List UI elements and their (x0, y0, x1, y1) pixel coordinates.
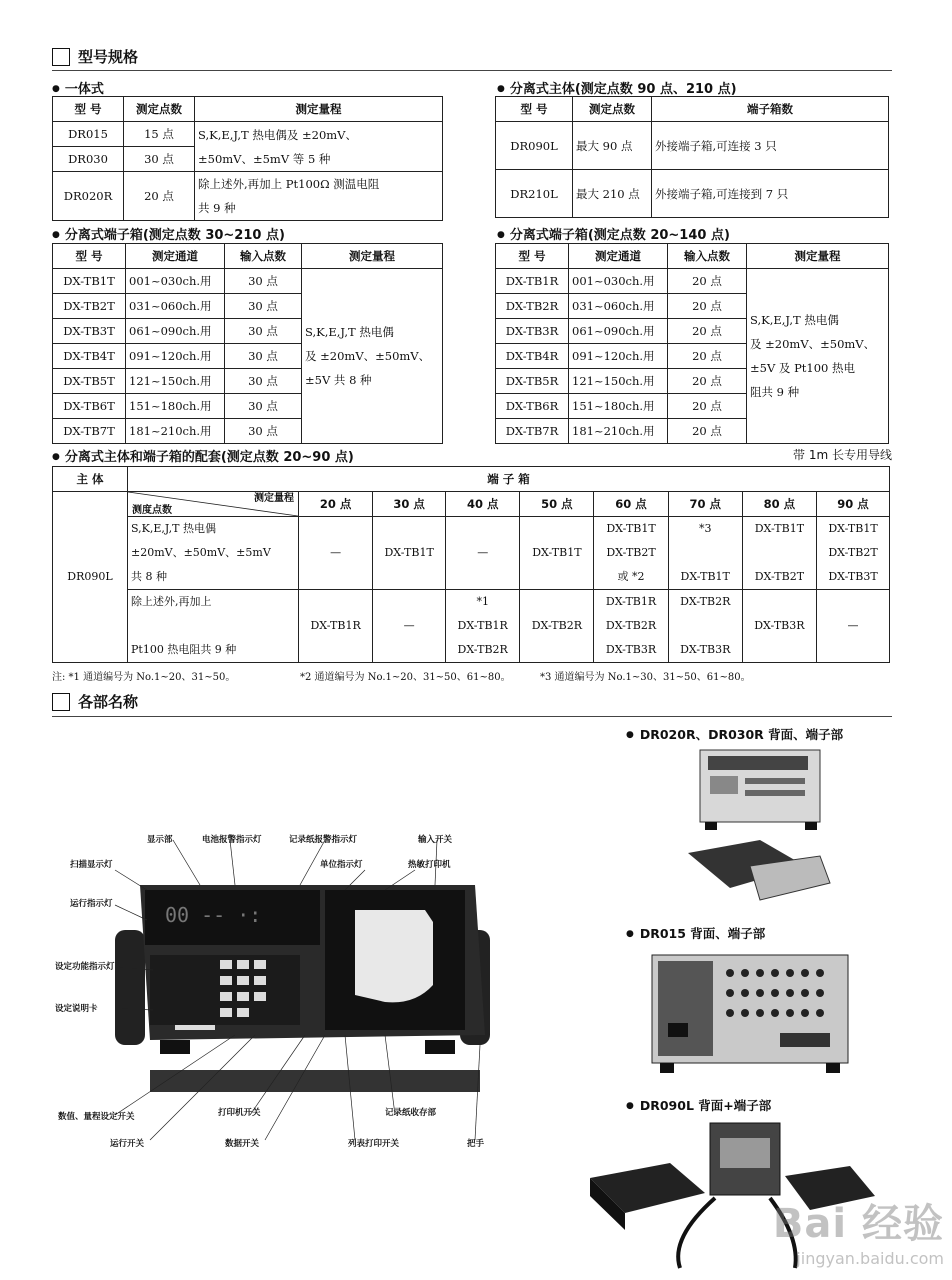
cell-line: DX-TB1R (605, 595, 657, 608)
cell-line: 或 *2 (617, 570, 645, 583)
cell-line: DX-TB2R (680, 595, 731, 608)
unit-foot (705, 822, 717, 830)
handle-left (115, 930, 145, 1045)
th-50: 50 点 (520, 492, 594, 517)
photo-dr015 (650, 953, 850, 1078)
table-cell: 181~210ch.用 (126, 419, 225, 444)
th-range: 测定量程 (747, 244, 889, 269)
unit-foot (826, 1063, 840, 1073)
table-cell: 最大 90 点 (573, 122, 652, 170)
main-panel (720, 1138, 770, 1168)
table-cell: 30 点 (225, 419, 302, 444)
label-input-switch: 输入开关 (418, 835, 453, 845)
table-cell: 15 点 (124, 122, 195, 147)
table-cell: DX-TB3R (496, 319, 569, 344)
th-70: 70 点 (668, 492, 742, 517)
table-cell: DX-TB4R (496, 344, 569, 369)
table-cell: 001~030ch.用 (126, 269, 225, 294)
table-cell (742, 517, 816, 590)
section-title-parts (52, 691, 138, 712)
row2-range (128, 590, 299, 663)
range-line: S,K,E,J,T 热电偶 (131, 522, 216, 535)
row1-range (128, 517, 299, 590)
cell-line: DX-TB3T (828, 570, 878, 583)
cell-line: DX-TB2R (457, 643, 508, 656)
table-cell: DX-TB5T (53, 369, 126, 394)
table-cell: DX-TB1T (373, 517, 446, 590)
table-cell: DX-TB2T (53, 294, 126, 319)
watermark (773, 1192, 944, 1268)
separate-main-heading: ● 分离式主体(测定点数 90 点、210 点) (497, 78, 737, 97)
table-cell (668, 517, 742, 590)
table-cell: DR090L (496, 122, 573, 170)
cell-line: *3 (698, 522, 712, 535)
range-cell (195, 122, 443, 172)
table-cell: 20 点 (668, 369, 747, 394)
unit-port (710, 776, 738, 794)
integrated-table (52, 96, 443, 221)
checkbox-icon (52, 693, 70, 711)
table-cell: 最大 210 点 (573, 170, 652, 218)
table-cell (594, 517, 668, 590)
table-cell (816, 517, 889, 590)
table-cell: DR030 (53, 147, 124, 172)
watermark-sub: jingyan.baidu.com (796, 1249, 944, 1268)
table-cell: DX-TB6R (496, 394, 569, 419)
table-cell: 30 点 (225, 369, 302, 394)
unit-panel (708, 756, 808, 770)
table-cell: 30 点 (124, 147, 195, 172)
range-line: ±20mV、±50mV、±5mV (131, 546, 271, 559)
label-run: 运行指示灯 (70, 899, 113, 909)
table-cell (446, 590, 520, 663)
paper-roll (355, 910, 433, 1002)
photo-caption-3: ● DR090L 背面+端子部 (626, 1096, 771, 1114)
th-model: 型 号 (53, 97, 124, 122)
table-cell: — (816, 590, 889, 663)
unit-foot (805, 822, 817, 830)
table-cell: DX-TB4T (53, 344, 126, 369)
cell-line: DX-TB2T (828, 546, 878, 559)
combo-heading: ● 分离式主体和端子箱的配套(测定点数 20~90 点) (52, 446, 354, 465)
th-terminal: 端 子 箱 (128, 467, 890, 492)
combo-model: DR090L (53, 492, 128, 663)
table-cell: DX-TB7T (53, 419, 126, 444)
cell-line: DX-TB2T (754, 570, 805, 583)
label-run-sw: 运行开关 (110, 1139, 145, 1149)
th-main: 主 体 (53, 467, 128, 492)
table-cell: 30 点 (225, 294, 302, 319)
th-80: 80 点 (742, 492, 816, 517)
table-cell: DX-TB2R (496, 294, 569, 319)
th-model: 型 号 (496, 244, 569, 269)
table-cell (668, 590, 742, 663)
table-cell: — (373, 590, 446, 663)
label-paper-alarm: 记录纸报警指示灯 (289, 835, 358, 845)
th-range: 测定量程 (195, 97, 443, 122)
label-list-print: 列表打印开关 (348, 1139, 400, 1149)
diag-bottom: 测度点数 (132, 505, 172, 516)
table-cell: DX-TB1T (53, 269, 126, 294)
divider (52, 716, 892, 717)
table-cell: 061~090ch.用 (126, 319, 225, 344)
th-range: 测定量程 (302, 244, 443, 269)
table-cell: 061~090ch.用 (569, 319, 668, 344)
cell-line: *1 (476, 595, 489, 608)
table-cell: 20 点 (668, 319, 747, 344)
cell-line: DX-TB3R (680, 643, 731, 656)
range-line: 共 8 种 (131, 570, 167, 583)
range-line: 及 ±20mV、±50mV、 (305, 349, 431, 363)
checkbox-icon (52, 48, 70, 66)
range-line: Pt100 热电阻共 9 种 (131, 643, 237, 656)
table-cell: 20 点 (668, 269, 747, 294)
footnote-2: *2 通道编号为 No.1~20、31~50、61~80。 (300, 672, 511, 683)
table-cell: 20 点 (668, 394, 747, 419)
terminal-t-heading: ● 分离式端子箱(测定点数 30~210 点) (52, 224, 285, 243)
table-cell: 181~210ch.用 (569, 419, 668, 444)
combo-table (52, 466, 890, 663)
cell-line: DX-TB2R (605, 619, 657, 632)
table-cell: DR015 (53, 122, 124, 147)
table-cell: 30 点 (225, 344, 302, 369)
cell-line: DX-TB1T (828, 522, 878, 535)
th-channel: 测定通道 (569, 244, 668, 269)
cell-line: DX-TB3R (605, 643, 657, 656)
cell-line: DX-TB1R (457, 619, 508, 632)
th-points: 输入点数 (668, 244, 747, 269)
separate-main-table (495, 96, 889, 218)
table-cell: 031~060ch.用 (126, 294, 225, 319)
range-line: ±5V 及 Pt100 热电 (750, 361, 856, 375)
terminal-r-table (495, 243, 889, 444)
th-60: 60 点 (594, 492, 668, 517)
table-cell: DX-TB3T (53, 319, 126, 344)
th-model: 型 号 (496, 97, 573, 122)
footnote-1: 注: *1 通道编号为 No.1~20、31~50。 (52, 672, 236, 683)
section-title-text: 型号规格 (78, 48, 139, 66)
unit-slot (745, 790, 805, 796)
label-value-set: 数值、量程设定开关 (58, 1112, 135, 1122)
label-setfunc: 设定功能指示灯 (55, 962, 115, 972)
table-cell: 091~120ch.用 (569, 344, 668, 369)
th-90: 90 点 (816, 492, 889, 517)
cable (678, 1198, 715, 1268)
label-unit: 单位指示灯 (320, 860, 363, 870)
table-cell: 20 点 (124, 172, 195, 221)
power-panel (658, 961, 713, 1056)
label-printer-sw: 打印机开关 (218, 1108, 261, 1118)
table-cell: DX-TB5R (496, 369, 569, 394)
table-cell: DX-TB1T (520, 517, 594, 590)
th-20: 20 点 (299, 492, 373, 517)
diag-cell (128, 492, 299, 517)
table-cell: 20 点 (668, 419, 747, 444)
power-socket (668, 1023, 688, 1037)
table-cell: 121~150ch.用 (126, 369, 225, 394)
label-battery: 电池报警指示灯 (202, 835, 262, 845)
photo-dr020r (680, 748, 840, 913)
table-cell: DX-TB1R (299, 590, 373, 663)
table-cell: — (446, 517, 520, 590)
range-line: ±5V 共 8 种 (305, 373, 372, 387)
unit-foot (660, 1063, 674, 1073)
label-display: 显示部 (147, 835, 173, 845)
th-points: 测定点数 (573, 97, 652, 122)
unit-slot (745, 778, 805, 784)
th-30: 30 点 (373, 492, 446, 517)
table-cell: 151~180ch.用 (126, 394, 225, 419)
front-rail (150, 1070, 480, 1092)
range-cell (302, 269, 443, 444)
table-cell: 031~060ch.用 (569, 294, 668, 319)
display-readout: 00 -- ·: (165, 903, 262, 927)
terminal-r-heading: ● 分离式端子箱(测定点数 20~140 点) (497, 224, 730, 243)
label-handle: 把手 (467, 1139, 485, 1149)
label-scan: 扫描显示灯 (70, 860, 113, 870)
table-cell: 30 点 (225, 319, 302, 344)
foot-right (425, 1040, 455, 1054)
watermark-main: Bai 经验 (772, 1201, 944, 1247)
table-cell: DR020R (53, 172, 124, 221)
cell-line: DX-TB1T (680, 570, 730, 583)
table-cell: DR210L (496, 170, 573, 218)
table-cell: DX-TB1R (496, 269, 569, 294)
table-cell: 091~120ch.用 (126, 344, 225, 369)
connector (780, 1033, 830, 1047)
table-cell: 30 点 (225, 269, 302, 294)
cell-line: DX-TB1T (754, 522, 805, 535)
table-cell: 外接端子箱,可连接 3 只 (652, 122, 889, 170)
combo-side-note: 带 1m 长专用导线 (793, 448, 892, 462)
section-title-specs (52, 46, 138, 67)
cell-line: DX-TB1T (606, 522, 656, 535)
divider (52, 70, 892, 71)
th-points: 测定点数 (124, 97, 195, 122)
table-cell: 20 点 (668, 344, 747, 369)
range-line: 及 ±20mV、±50mV、 (750, 337, 876, 351)
table-cell: 001~030ch.用 (569, 269, 668, 294)
table-cell: DX-TB6T (53, 394, 126, 419)
label-paper-store: 记录纸收存部 (385, 1108, 437, 1118)
th-model: 型 号 (53, 244, 126, 269)
range-line: 除上述外,再加上 (131, 595, 212, 608)
table-cell: 30 点 (225, 394, 302, 419)
range-line: 共 9 种 (198, 201, 236, 215)
diag-top: 测定量程 (254, 493, 294, 504)
model-label (175, 1025, 215, 1030)
table-cell: 外接端子箱,可连接到 7 只 (652, 170, 889, 218)
section-title-text: 各部名称 (78, 693, 139, 711)
th-boxes: 端子箱数 (652, 97, 889, 122)
th-points: 输入点数 (225, 244, 302, 269)
th-channel: 测定通道 (126, 244, 225, 269)
label-printer: 热敏打印机 (408, 860, 451, 870)
photo-caption-1: ● DR020R、DR030R 背面、端子部 (626, 725, 843, 743)
table-cell (594, 590, 668, 663)
table-cell: 151~180ch.用 (569, 394, 668, 419)
table-cell: DX-TB7R (496, 419, 569, 444)
integrated-heading: ● 一体式 (52, 78, 104, 97)
table-cell: 121~150ch.用 (569, 369, 668, 394)
range-line: S,K,E,J,T 热电偶 (305, 325, 394, 339)
th-40: 40 点 (446, 492, 520, 517)
range-line: 除上述外,再加上 Pt100Ω 测温电阻 (198, 177, 380, 191)
table-cell: DX-TB2R (520, 590, 594, 663)
photo-caption-2: ● DR015 背面、端子部 (626, 924, 765, 942)
range-line: ±50mV、±5mV 等 5 种 (198, 151, 331, 166)
range-cell (747, 269, 889, 444)
range-line: S,K,E,J,T 热电偶及 ±20mV、 (198, 127, 357, 142)
foot-left (160, 1040, 190, 1054)
range-line: 阻共 9 种 (750, 385, 800, 399)
label-data-sw: 数据开关 (225, 1139, 260, 1149)
table-cell: DX-TB3R (742, 590, 816, 663)
table-cell: — (299, 517, 373, 590)
cell-line: DX-TB2T (606, 546, 656, 559)
range-line: S,K,E,J,T 热电偶 (750, 313, 839, 327)
label-card: 设定说明卡 (55, 1004, 98, 1014)
terminal-t-table (52, 243, 443, 444)
table-cell: 20 点 (668, 294, 747, 319)
footnote-3: *3 通道编号为 No.1~30、31~50、61~80。 (540, 672, 751, 683)
range-cell (195, 172, 443, 221)
